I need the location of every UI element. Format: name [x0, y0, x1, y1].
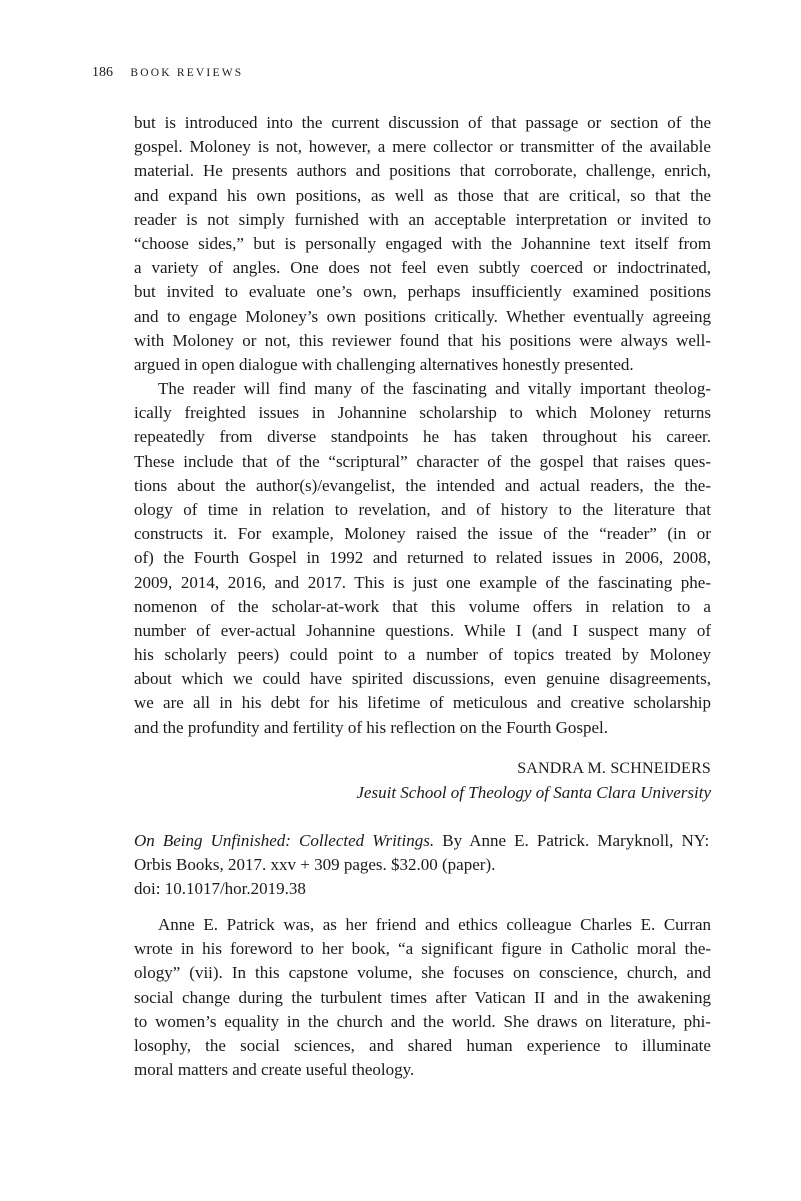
text-line: Anne E. Patrick was, as her friend and ethics colleague Charles E. Curran	[158, 915, 712, 934]
review2-paragraph-1	[134, 913, 711, 1082]
citation-doi[interactable]: doi: 10.1017/hor.2019.38	[134, 879, 306, 899]
text-line: but is introduced into the current discussion of that passage or section of the	[134, 113, 712, 132]
citation-author-publisher: By Anne E. Patrick. Maryknoll, NY:	[434, 831, 710, 850]
running-head	[92, 64, 243, 81]
text-line: but invited to evaluate one’s own, perhaps insufficiently examined positions	[134, 282, 711, 302]
text-line: repeatedly from diverse standpoints he has taken throughout his career.	[134, 427, 712, 447]
section-title: BOOK REVIEWS	[130, 67, 244, 79]
text-line: 2009, 2014, 2016, and 2017. This is just one example of the fascinating phe-	[134, 572, 712, 592]
text-line: “choose sides,” but is personally engaged with the Johannine text itself from	[134, 233, 712, 253]
text-line: and expand his own positions, as well as those that are critical, so that the	[134, 185, 712, 205]
text-line: The reader will find many of the fascinating and vitally important theolog-	[158, 379, 712, 398]
text-line: moral matters and create useful theology.	[134, 1060, 415, 1080]
text-line: social change during the turbulent times after Vatican II and in the awakening	[134, 987, 712, 1007]
page-number: 186	[92, 65, 113, 80]
text-line: material. He presents authors and positions that corroborate, challenge, enrich,	[134, 161, 712, 181]
text-line: argued in open dialogue with challenging alternatives honestly presented.	[134, 354, 634, 374]
citation-line-1	[134, 829, 711, 853]
reviewer-name: SANDRA M. SCHNEIDERS	[517, 760, 711, 777]
text-line: of) the Fourth Gospel in 1992 and returned to related issues in 2006, 2008,	[134, 548, 711, 568]
book-title: On Being Unfinished: Collected Writings.	[134, 831, 435, 850]
reviewer-affiliation: Jesuit School of Theology of Santa Clara University	[356, 783, 711, 803]
text-line: reader is not simply furnished with an acceptable interpretation or invited to	[134, 209, 711, 229]
text-line: nomenon of the scholar-at-work that this volume offers in relation to a	[134, 596, 711, 616]
text-line: These include that of the “scriptural” character of the gospel that raises ques-	[134, 451, 711, 471]
text-line: gospel. Moloney is not, however, a mere collector or transmitter of the available	[134, 137, 711, 157]
review1-paragraph-1	[134, 111, 711, 377]
review1-paragraph-2	[134, 377, 711, 740]
text-line: with Moloney or not, this reviewer found that his positions were always well-	[134, 330, 712, 350]
citation-line-2: Orbis Books, 2017. xxv + 309 pages. $32.00 (paper).	[134, 855, 496, 875]
review2-citation	[134, 829, 711, 902]
text-line: tions about the author(s)/evangelist, the intended and actual readers, the the-	[134, 475, 712, 495]
reviewer-signature	[356, 757, 711, 805]
text-line: we are all in his debt for his lifetime of meticulous and creative scholarship	[134, 693, 711, 713]
text-line: losophy, the social sciences, and shared human experience to illuminate	[134, 1035, 711, 1055]
text-line: to women’s equality in the church and the world. She draws on literature, phi-	[134, 1011, 711, 1031]
text-line: a variety of angles. One does not feel even subtly coerced or indoctrinated,	[134, 258, 712, 278]
text-line: number of ever-actual Johannine questions. While I (and I suspect many of	[134, 620, 712, 640]
text-line: and to engage Moloney’s own positions critically. Whether eventually agreeing	[134, 306, 711, 326]
text-line: ically freighted issues in Johannine scholarship to which Moloney returns	[134, 403, 711, 423]
text-line: ology” (vii). In this capstone volume, she focuses on conscience, church, and	[134, 963, 711, 983]
text-line: ology of time in relation to revelation, and of history to the literature that	[134, 499, 711, 519]
text-line: his scholarly peers) could point to a number of topics treated by Moloney	[134, 645, 712, 665]
text-line: about which we could have spirited discussions, even genuine disagreements,	[134, 669, 712, 689]
text-line: constructs it. For example, Moloney raised the issue of the “reader” (in or	[134, 524, 711, 544]
text-line: and the profundity and fertility of his reflection on the Fourth Gospel.	[134, 717, 609, 737]
text-line: wrote in his foreword to her book, “a significant figure in Catholic moral the-	[134, 939, 712, 959]
